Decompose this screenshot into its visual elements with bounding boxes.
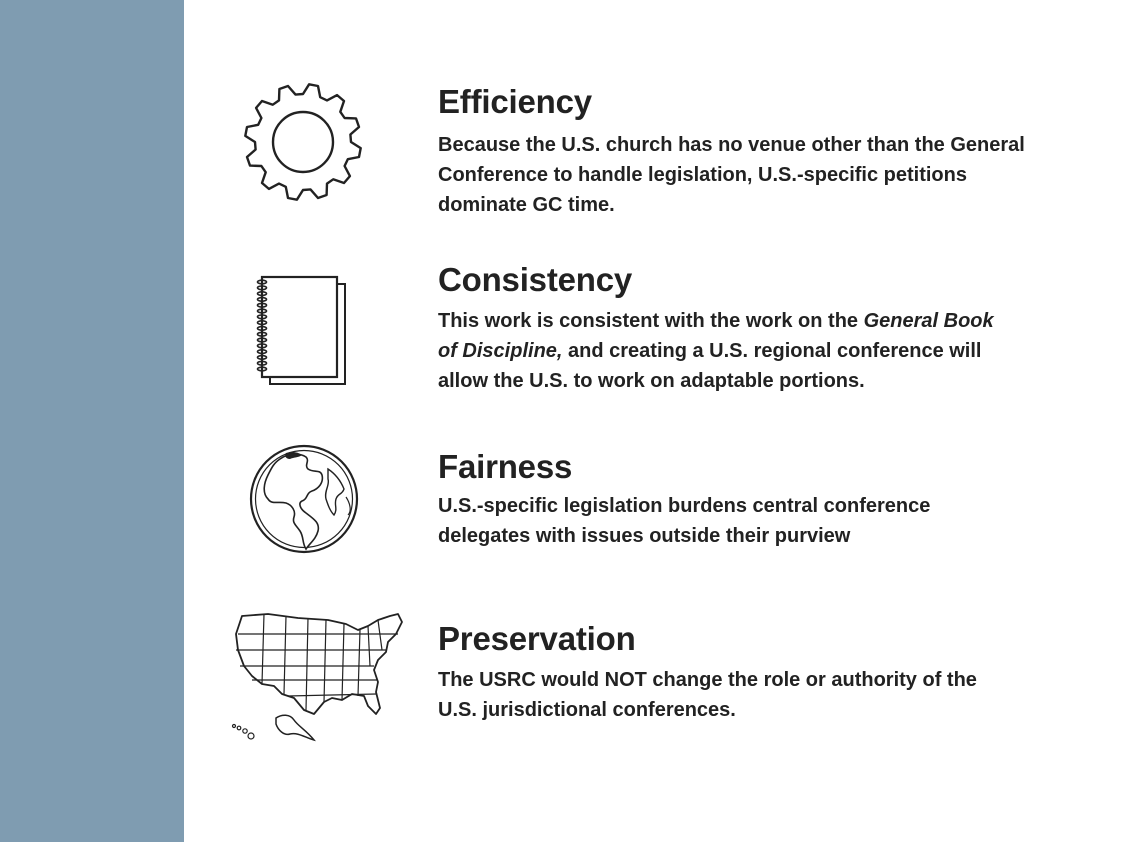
section-body bbox=[438, 306, 1008, 396]
section-heading: Efficiency bbox=[438, 83, 592, 120]
body-text-pre: This work is consistent with the work on the bbox=[438, 310, 864, 333]
body-text-post: and creating a U.S. regional conference will allow the U.S. to work on adaptable portions. bbox=[438, 340, 982, 393]
section-heading: Fairness bbox=[438, 448, 573, 485]
section-heading: Preservation bbox=[438, 620, 636, 657]
section-consistency bbox=[438, 262, 1058, 396]
section-preservation bbox=[438, 621, 1058, 725]
gear-icon bbox=[238, 80, 368, 205]
section-efficiency bbox=[438, 84, 1058, 220]
globe-icon bbox=[248, 443, 360, 555]
us-map-icon bbox=[228, 610, 408, 750]
notebook-icon bbox=[256, 274, 351, 389]
section-fairness bbox=[438, 449, 1058, 551]
body-text-italic: General Book of Discipline, bbox=[438, 310, 994, 363]
left-sidebar-band bbox=[0, 0, 184, 842]
section-body: The USRC would NOT change the role or authority of the U.S. jurisdictional conferences. bbox=[438, 669, 977, 722]
section-heading: Consistency bbox=[438, 261, 633, 298]
section-body: Because the U.S. church has no venue other than the General Conference to handle legislation, U.S.-specific petitions dominate GC time. bbox=[438, 134, 1025, 217]
section-body: U.S.-specific legislation burdens central conference delegates with issues outside their purview bbox=[438, 495, 931, 548]
